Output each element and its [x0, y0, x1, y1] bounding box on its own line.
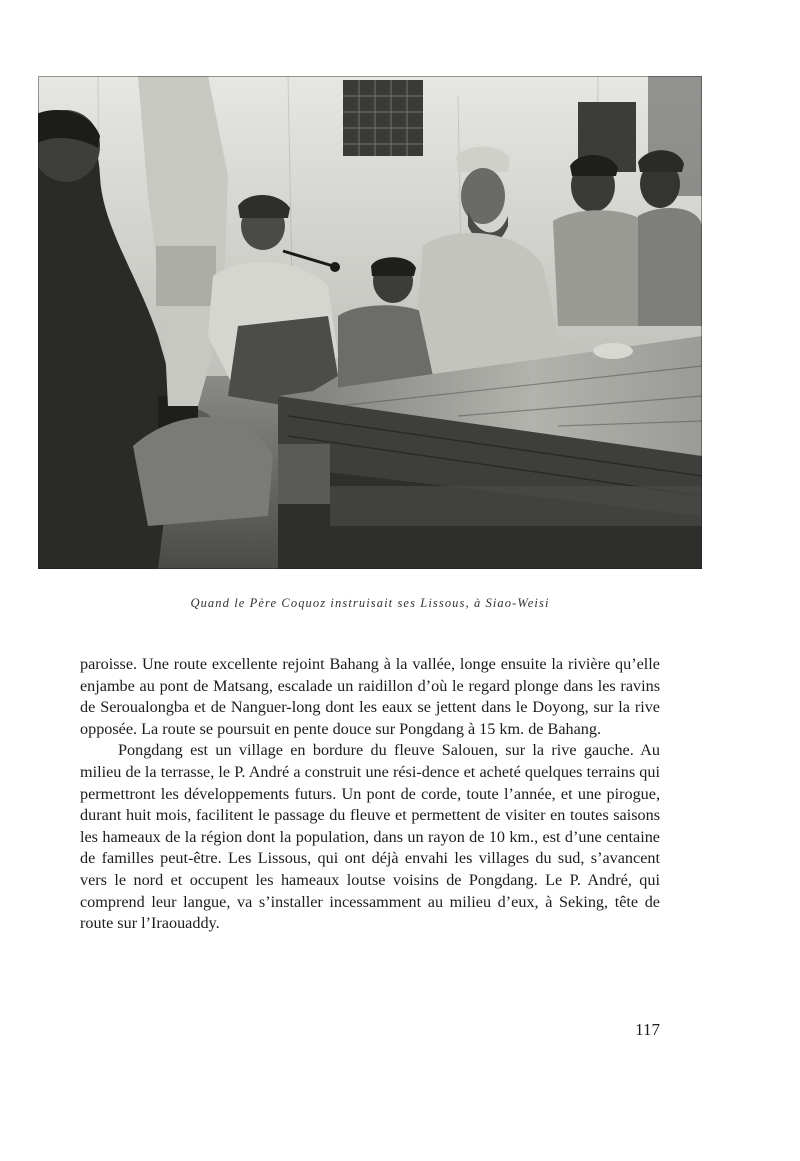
paragraph-1: paroisse. Une route excellente rejoint Bahang à la vallée, longe ensuite la rivière qu’elle enjambe au pont de Matsang, escalade un raidillon d’où le regard plonge dans les ravins de Seroualongba et de Nanguer-long dont les eaux se jettent dans le Doyong, sur la rive opposée. La route se poursuit en pente douce sur Pongdang à 15 km. de Bahang.: [80, 655, 660, 738]
page-number: 117: [635, 1020, 660, 1039]
body-text: [80, 654, 660, 935]
photograph-icon: [38, 76, 702, 569]
paragraph-2: Pongdang est un village en bordure du fleuve Salouen, sur la rive gauche. Au milieu de la terrasse, le P. André a construit une rési-dence et acheté quelques terrains qui permettront les développements futurs. Un pont de corde, toute l’année, et une pirogue, durant huit mois, facilitent le passage du fleuve et permettent de visiter en toutes saisons les hameaux de la région dont la population, dans un rayon de 10 km., est d’une centaine de familles peut-être. Les Lissous, qui ont déjà envahi les villages du sud, s’avancent vers le nord et occupent les hameaux loutse voisins de Pongdang. Le P. André, qui comprend leur langue, va s’installer incessamment au milieu d’eux, à Seking, tête de route sur l’Iraouaddy.: [80, 741, 660, 933]
photograph: [38, 76, 702, 569]
photo-caption: Quand le Père Coquoz instruisait ses Lissous, à Siao-Weisi: [190, 596, 550, 610]
